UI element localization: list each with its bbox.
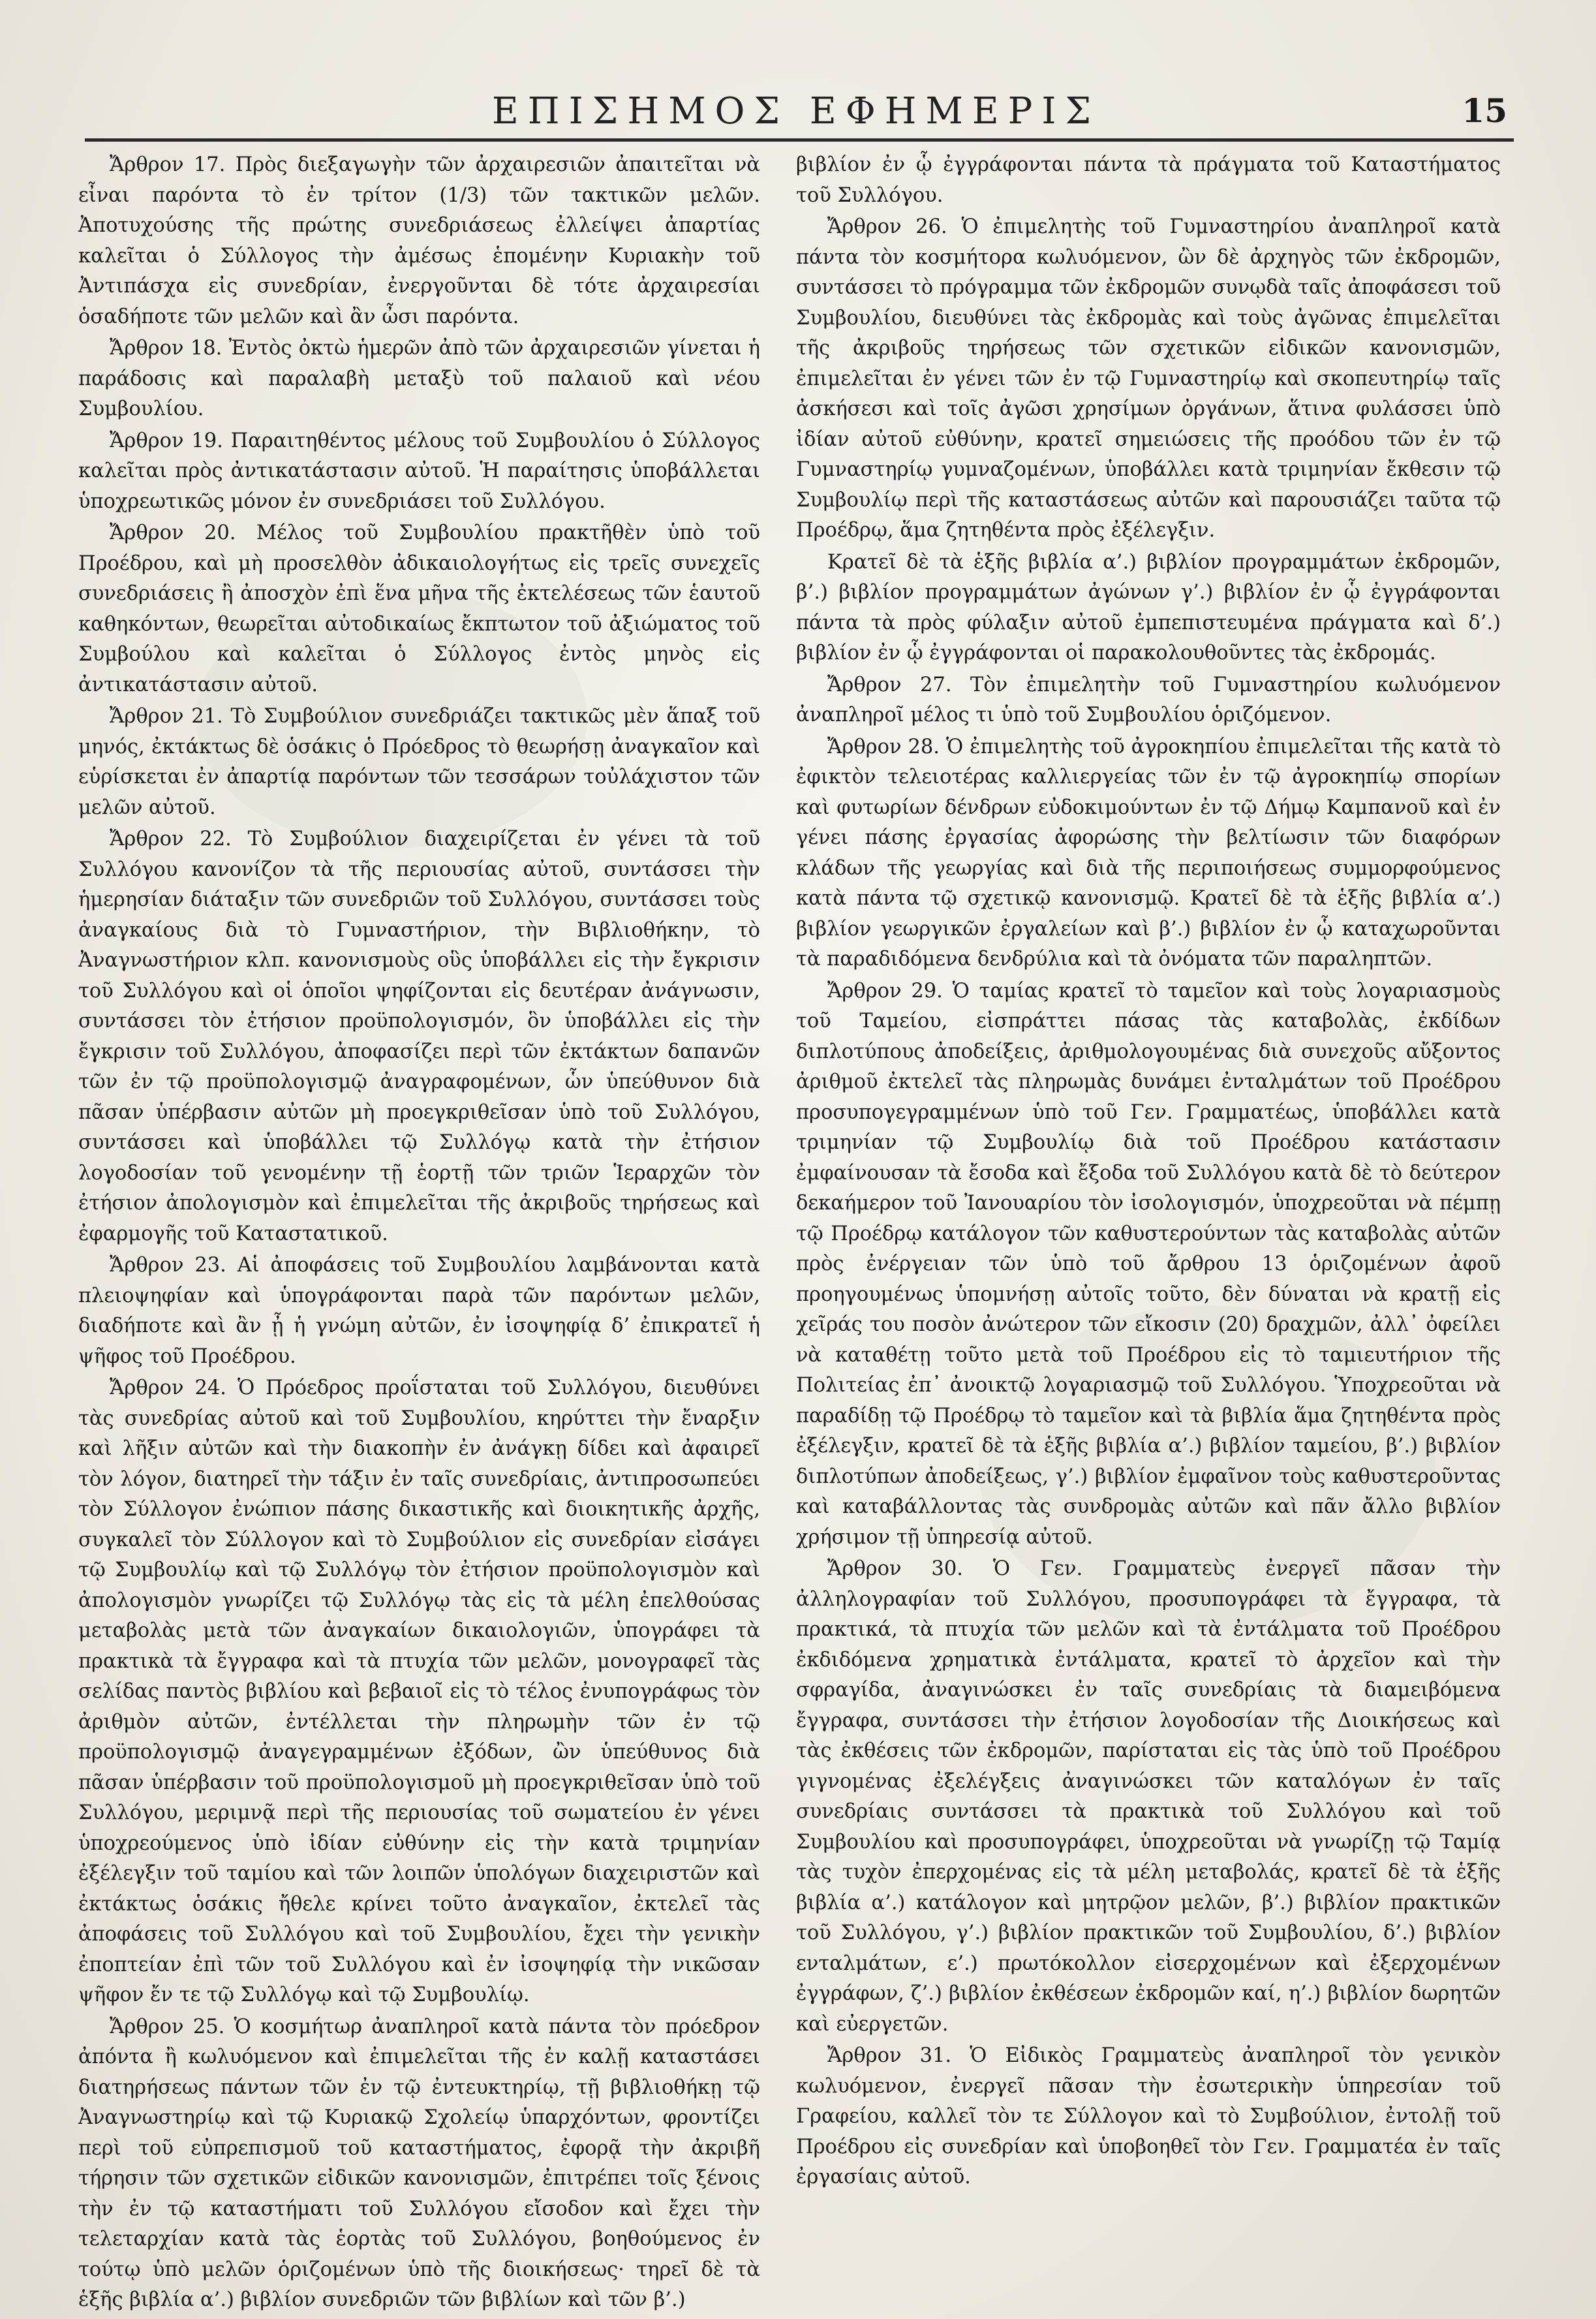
article-29: Ἄρθρον 29. Ὁ ταμίας κρατεῖ τὸ ταμεῖον καὶ τοὺς λογαριασμοὺς τοῦ Ταμείου, εἰσπράττει πάσας τὰς καταβολὰς, ἐκδίδων διπλοτύπους ἀποδείξεις, ἀριθμολογουμένας διὰ συνεχοῦς αὔξοντος ἀριθμοῦ ἐκτελεῖ τὰς πληρωμὰς δυνάμει ἐνταλμάτων τοῦ Προέδρου προσυπογεγραμμένων ὑπὸ τοῦ Γεν. Γραμματέως, ὑποβάλλει κατὰ τριμηνίαν τῷ Συμβουλίῳ διὰ τοῦ Προέδρου κατάστασιν ἐμφαίνουσαν τὰ ἔσοδα καὶ ἔξοδα τοῦ Συλλόγου κατὰ δὲ τὸ δεύτερον δεκαήμερον τοῦ Ἰανουαρίου τὸν ἰσολογισμόν, ὑποχρεοῦται νὰ πέμπῃ τῷ Προέδρῳ κατάλογον τῶν καθυστερούντων τὰς καταβολὰς αὐτῶν πρὸς ἐνέργειαν τῶν ὑπὸ τοῦ ἄρθρου 13 ὁριζομένων ἀφοῦ προηγουμένως ὑπομνήσῃ αὐτοῖς τοῦτο, δὲν δύναται νὰ κρατῇ εἰς χεῖράς του ποσὸν ἀνώτερον τῶν εἴκοσιν (20) δραχμῶν, ἀλλ᾽ ὀφείλει νὰ καταθέτῃ τοῦτο μετὰ τοῦ Προέδρου εἰς τὸ ταμιευτήριον τῆς Πολιτείας ἐπ᾽ ἀνοικτῷ λογαριασμῷ τοῦ Συλλόγου. Ὑποχρεοῦται νὰ παραδίδῃ τῷ Προέδρῳ τὸ ταμεῖον καὶ τὰ βιβλία ἅμα ζητηθέντα πρὸς ἐξέλεγξιν, κρατεῖ δὲ τὰ ἑξῆς βιβλία α’.) βιβλίον ταμείου, β’.) βιβλίον διπλοτύπων ἀποδείξεως, γ’.) βιβλίον ἐμφαῖνον τοὺς καθυστεροῦντας καὶ καταβάλλοντας τὰς συνδρομὰς αὐτῶν καὶ πᾶν ἄλλο βιβλίον χρήσιμον τῇ ὑπηρεσίᾳ αὐτοῦ. — [796, 979, 1501, 1549]
article-19: Ἄρθρον 19. Παραιτηθέντος μέλους τοῦ Συμβουλίου ὁ Σύλλογος καλεῖται πρὸς ἀντικατάστασιν αὐτοῦ. Ἡ παραίτησις ὑποβάλλεται ὑποχρεωτικῶς μόνον ἐν συνεδριάσει τοῦ Συλλόγου. — [78, 429, 760, 513]
article-21: Ἄρθρον 21. Τὸ Συμβούλιον συνεδριάζει τακτικῶς μὲν ἅπαξ τοῦ μηνός, ἐκτάκτως δὲ ὁσάκις ὁ Πρόεδρος τὸ θεωρήσῃ ἀναγκαῖον καὶ εὑρίσκεται ἐν ἀπαρτίᾳ παρόντων τῶν τεσσάρων τοὐλάχιστον τῶν μελῶν αὐτοῦ. — [78, 705, 760, 819]
right-column — [796, 150, 1501, 2194]
article-22: Ἄρθρον 22. Τὸ Συμβούλιον διαχειρίζεται ἐν γένει τὰ τοῦ Συλλόγου κανονίζον τὰ τῆς περιουσίας αὐτοῦ, συντάσσει τὴν ἡμερησίαν διάταξιν τῶν συνεδριῶν τοῦ Συλλόγου, συντάσσει τοὺς ἀναγκαίους διὰ τὸ Γυμναστήριον, τὴν Βιβλιοθήκην, τὸ Ἀναγνωστήριον κλπ. κανονισμοὺς οὓς ὑποβάλλει εἰς τὴν ἔγκρισιν τοῦ Συλλόγου καὶ οἱ ὁποῖοι ψηφίζονται εἰς δευτέραν ἀνάγνωσιν, συντάσσει τὸν ἐτήσιον προϋπολογισμόν, ὃν ὑποβάλλει εἰς τὴν ἔγκρισιν τοῦ Συλλόγου, ἀποφασίζει περὶ τῶν ἐκτάκτων δαπανῶν τῶν ἐν τῷ προϋπολογισμῷ ἀναγραφομένων, ὧν ὑπεύθυνον διὰ πᾶσαν ὑπέρβασιν αὐτῶν μὴ προεγκριθεῖσαν ὑπὸ τοῦ Συλλόγου, συντάσσει καὶ ὑποβάλλει τῷ Συλλόγῳ κατὰ τὴν ἐτήσιον λογοδοσίαν τοῦ γενομένην τῇ ἑορτῇ τῶν τριῶν Ἱεραρχῶν τὸν ἐτήσιον ἀπολογισμὸν καὶ ἐπιμελεῖται τῆς ἀκριβοῦς τηρήσεως καὶ ἐφαρμογῆς τοῦ Καταστατικοῦ. — [78, 828, 760, 1245]
article-18: Ἄρθρον 18. Ἐντὸς ὀκτὼ ἡμερῶν ἀπὸ τῶν ἀρχαιρεσιῶν γίνεται ἡ παράδοσις καὶ παραλαβὴ μεταξὺ τοῦ παλαιοῦ καὶ νέου Συμβουλίου. — [78, 337, 760, 420]
article-26: Ἄρθρον 26. Ὁ ἐπιμελητὴς τοῦ Γυμναστηρίου ἀναπληροῖ κατὰ πάντα τὸν κοσμήτορα κωλυόμενον, ὢν δὲ ἀρχηγὸς τῶν ἐκδρομῶν, συντάσσει τὸ πρόγραμμα τῶν ἐκδρομῶν συνῳδὰ ταῖς ἀποφάσεσι τοῦ Συμβουλίου, διευθύνει τὰς ἐκδρομὰς καὶ τοὺς ἀγῶνας ἐπιμελεῖται τῆς ἀκριβοῦς τηρήσεως τῶν σχετικῶν εἰδικῶν κανονισμῶν, ἐπιμελεῖται ἐν γένει τῶν ἐν τῷ Γυμναστηρίῳ καὶ σκοπευτηρίῳ ταῖς ἀσκήσεσι καὶ τοῖς ἀγῶσι χρησίμων ὀργάνων, ἅτινα φυλάσσει ὑπὸ ἰδίαν αὐτοῦ εὐθύνην, κρατεῖ σημειώσεις τῆς προόδου τῶν ἐν τῷ Γυμναστηρίῳ γυμναζομένων, ὑποβάλλει κατὰ τριμηνίαν ἔκθεσιν τῷ Συμβουλίῳ περὶ τῆς καταστάσεως αὐτῶν καὶ παρουσιάζει ταῦτα τῷ Προέδρῳ, ἅμα ζητηθέντα πρὸς ἐξέλεγξιν. — [796, 215, 1501, 542]
article-28: Ἄρθρον 28. Ὁ ἐπιμελητὴς τοῦ ἀγροκηπίου ἐπιμελεῖται τῆς κατὰ τὸ ἐφικτὸν τελειοτέρας καλλιεργείας τῶν ἐν τῷ ἀγροκηπίῳ σπορίων καὶ φυτωρίων δένδρων εὐδοκιμούντων ἐν τῷ Δήμῳ Καμπανοῦ καὶ ἐν γένει πάσης ἐργασίας ἀφορώσης τὴν βελτίωσιν τῶν διαφόρων κλάδων τῆς γεωργίας καὶ διὰ τῆς περιποιήσεως συμμορφούμενος κατὰ πάντα τῷ σχετικῷ κανονισμῷ. Κρατεῖ δὲ τὰ ἑξῆς βιβλία α’.) βιβλίον γεωργικῶν ἐργαλείων καὶ β’.) βιβλίον ἐν ᾧ καταχωροῦνται τὰ παραδιδόμενα δενδρύλια καὶ τὰ ὀνόματα τῶν παραληπτῶν. — [796, 735, 1501, 971]
article-27: Ἄρθρον 27. Τὸν ἐπιμελητὴν τοῦ Γυμναστηρίου κωλυόμενον ἀναπληροῖ μέλος τι ὑπὸ τοῦ Συμβουλίου ὁριζόμενον. — [796, 673, 1501, 726]
article-24: Ἄρθρον 24. Ὁ Πρόεδρος προΐσταται τοῦ Συλλόγου, διευθύνει τὰς συνεδρίας αὐτοῦ καὶ τοῦ Συμβουλίου, κηρύττει τὴν ἔναρξιν καὶ λῆξιν αὐτῶν καὶ τὴν διακοπὴν ἐν ἀνάγκῃ δίδει καὶ ἀφαιρεῖ τὸν λόγον, διατηρεῖ τὴν τάξιν ἐν ταῖς συνεδρίαις, ἀντιπροσωπεύει τὸν Σύλλογον ἐνώπιον πάσης δικαστικῆς καὶ διοικητικῆς ἀρχῆς, συγκαλεῖ τὸν Σύλλογον καὶ τὸ Συμβούλιον εἰς συνεδρίαν εἰσάγει τῷ Συμβουλίῳ καὶ τῷ Συλλόγῳ τὸν ἐτήσιον προϋπολογισμὸν καὶ ἀπολογισμὸν γνωρίζει τῷ Συλλόγῳ τὰς εἰς τὰ μέλη ἐπελθούσας μεταβολὰς μετὰ τῶν ἀναγκαίων δικαιολογιῶν, ὑπογράφει τὰ πρακτικὰ τὰ ἔγγραφα καὶ τὰ πτυχία τῶν μελῶν, μονογραφεῖ τὰς σελίδας παντὸς βιβλίου καὶ βεβαιοῖ εἰς τὸ τέλος ἐνυπογράφως τὸν ἀριθμὸν αὐτῶν, ἐντέλλεται τὴν πληρωμὴν τῶν ἐν τῷ προϋπολογισμῷ ἀναγεγραμμένων ἐξόδων, ὢν ὑπεύθυνος διὰ πᾶσαν ὑπέρβασιν τοῦ προϋπολογισμοῦ μὴ προεγκριθεῖσαν ὑπὸ τοῦ Συλλόγου, μεριμνᾷ περὶ τῆς περιουσίας τοῦ σωματείου ἐν γένει ὑποχρεούμενος ὑπὸ ἰδίαν εὐθύνην εἰς τὴν κατὰ τριμηνίαν ἐξέλεγξιν τοῦ ταμίου καὶ τῶν λοιπῶν ὑπολόγων διαχειριστῶν καὶ ἐκτάκτως ὁσάκις ἤθελε κρίνει τοῦτο ἀναγκαῖον, ἐκτελεῖ τὰς ἀποφάσεις τοῦ Συλλόγου καὶ τοῦ Συμβουλίου, ἔχει τὴν γενικὴν ἐποπτείαν ἐπὶ τῶν τοῦ Συλλόγου καὶ ἐν ἰσοψηφίᾳ τὴν νικῶσαν ψῆφον ἔν τε τῷ Συλλόγῳ καὶ τῷ Συμβουλίῳ. — [78, 1377, 760, 2006]
article-20: Ἄρθρον 20. Μέλος τοῦ Συμβουλίου πρακτῆθὲν ὑπὸ τοῦ Προέδρου, καὶ μὴ προσελθὸν ἀδικαιολογήτως εἰς τρεῖς συνεχεῖς συνεδριάσεις ἢ ἀποσχὸν ἐπὶ ἕνα μῆνα τῆς ἐκτελέσεως τῶν ἑαυτοῦ καθηκόντων, θεωρεῖται αὐτοδικαίως ἔκπτωτον τοῦ ἀξιώματος τοῦ Συμβούλου καὶ καλεῖται ὁ Σύλλογος ἐντὸς μηνὸς εἰς ἀντικατάστασιν αὐτοῦ. — [78, 521, 760, 696]
article-23: Ἄρθρον 23. Αἱ ἀποφάσεις τοῦ Συμβουλίου λαμβάνονται κατὰ πλειοψηφίαν καὶ ὑπογράφονται παρὰ τῶν παρόντων μελῶν, διαδήποτε καὶ ἂν ᾖ ἡ γνώμη αὐτῶν, ἐν ἰσοψηφίᾳ δ’ ἐπικρατεῖ ἡ ψῆφος τοῦ Προέδρου. — [78, 1254, 760, 1368]
page-number: 15 — [1462, 91, 1507, 130]
left-column — [78, 150, 760, 2317]
article-17: Ἄρθρον 17. Πρὸς διεξαγωγὴν τῶν ἀρχαιρεσιῶν ἀπαιτεῖται νὰ εἶναι παρόντα τὸ ἐν τρίτον (1/3) τῶν τακτικῶν μελῶν. Ἀποτυχούσης τῆς πρώτης συνεδριάσεως ἐλλείψει ἀπαρτίας καλεῖται ὁ Σύλλογος τὴν ἀμέσως ἑπομένην Κυριακὴν τοῦ Ἀντιπάσχα εἰς συνεδρίαν, ἐνεργοῦνται δὲ τότε ἀρχαιρεσίαι ὁσαδήποτε τῶν μελῶν καὶ ἂν ὦσι παρόντα. — [78, 153, 760, 328]
header-rule — [85, 138, 1514, 142]
article-26-books: Κρατεῖ δὲ τὰ ἑξῆς βιβλία α’.) βιβλίον προγραμμάτων ἐκδρομῶν, β’.) βιβλίον προγραμμάτων ἀγώνων γ’.) βιβλίον ἐν ᾧ ἐγγράφονται πάντα τὰ πρὸς φύλαξιν αὐτοῦ ἐμπεπιστευμένα πράγματα καὶ δ’.) βιβλίον ἐν ᾧ ἐγγράφονται οἱ παρακολουθοῦντες τὰς ἐκδρομάς. — [796, 550, 1501, 664]
article-25-continued: βιβλίον ἐν ᾧ ἐγγράφονται πάντα τὰ πράγματα τοῦ Καταστήματος τοῦ Συλλόγου. — [796, 153, 1501, 207]
article-30: Ἄρθρον 30. Ὁ Γεν. Γραμματεὺς ἐνεργεῖ πᾶσαν τὴν ἀλληλογραφίαν τοῦ Συλλόγου, προσυπογράφει τὰ ἔγγραφα, τὰ πρακτικά, τὰ πτυχία τῶν μελῶν καὶ τὰ ἐντάλματα τοῦ Προέδρου ἐκδιδόμενα χρηματικὰ ἐντάλματα, κρατεῖ τὸ ἀρχεῖον καὶ τὴν σφραγίδα, ἀναγινώσκει ἐν ταῖς συνεδρίαις τὰ διαμειβόμενα ἔγγραφα, συντάσσει τὴν ἐτήσιον λογοδοσίαν τῆς Διοικήσεως καὶ τὰς ἐκθέσεις τῶν ἐκδρομῶν, παρίσταται εἰς τὰς ὑπὸ τοῦ Προέδρου γιγνομένας ἐξελέγξεις ἀναγινώσκει τῶν καταλόγων ἐν ταῖς συνεδρίαις συντάσσει τὰ πρακτικὰ τοῦ Συλλόγου καὶ τοῦ Συμβουλίου καὶ προσυπογράφει, ὑποχρεοῦται νὰ γνωρίζῃ τῷ Ταμίᾳ τὰς τυχὸν ἐπερχομένας εἰς τὰ μέλη μεταβολάς, κρατεῖ δὲ τὰ ἑξῆς βιβλία α’.) κατάλογον καὶ μητρῷον μελῶν, β’.) βιβλίον πρακτικῶν τοῦ Συλλόγου, γ’.) βιβλίον πρακτικῶν τοῦ Συμβουλίου, δ’.) βιβλίον ενταλμάτων, ε’.) πρωτόκολλον εἰσερχομένων καὶ ἐξερχομένων ἐγγράφων, ζ’.) βιβλίον ἐκθέσεων ἐκδρομῶν καί, η’.) βιβλίον δωρητῶν καὶ εὐεργετῶν. — [796, 1557, 1501, 2036]
page-header — [78, 85, 1514, 144]
article-31: Ἄρθρον 31. Ὁ Εἰδικὸς Γραμματεὺς ἀναπληροῖ τὸν γενικὸν κωλυόμενον, ἐνεργεῖ πᾶσαν τὴν ἐσωτερικὴν ὑπηρεσίαν τοῦ Γραφείου, καλλεῖ τὸν τε Σύλλογον καὶ τὸ Συμβούλιον, ἐντολῇ τοῦ Προέδρου εἰς συνεδρίαν καὶ ὑποβοηθεῖ τὸν Γεν. Γραμματέα ἐν ταῖς ἐργασίαις αὐτοῦ. — [796, 2044, 1501, 2188]
article-25: Ἄρθρον 25. Ὁ κοσμήτωρ ἀναπληροῖ κατὰ πάντα τὸν πρόεδρον ἀπόντα ἢ κωλυόμενον καὶ ἐπιμελεῖται τῆς ἐν καλῇ καταστάσει διατηρήσεως πάντων τῶν ἐν τῷ ἐντευκτηρίῳ, τῇ βιβλιοθήκῃ τῷ Ἀναγνωστηρίῳ καὶ τῷ Κυριακῷ Σχολείῳ ὑπαρχόντων, φροντίζει περὶ τοῦ εὐπρεπισμοῦ τοῦ καταστήματος, ἐφορᾷ τὴν ἀκριβῆ τήρησιν τῶν σχετικῶν εἰδικῶν κανονισμῶν, ἐπιτρέπει τοῖς ξένοις τὴν ἐν τῷ καταστήματι τοῦ Συλλόγου εἴσοδον καὶ ἔχει τὴν τελεταρχίαν κατὰ τὰς ἑορτὰς τοῦ Συλλόγου, βοηθούμενος ἐν τούτῳ ὑπὸ μελῶν ὁριζομένων ὑπὸ τῆς διοικήσεως· τηρεῖ δὲ τὰ ἑξῆς βιβλία α’.) βιβλίον συνεδριῶν τῶν βιβλίων καὶ τῶν β’.) — [78, 2015, 760, 2311]
newspaper-title: ΕΠΙΣΗΜΟΣ ΕΦΗΜΕΡΙΣ — [491, 90, 1101, 132]
